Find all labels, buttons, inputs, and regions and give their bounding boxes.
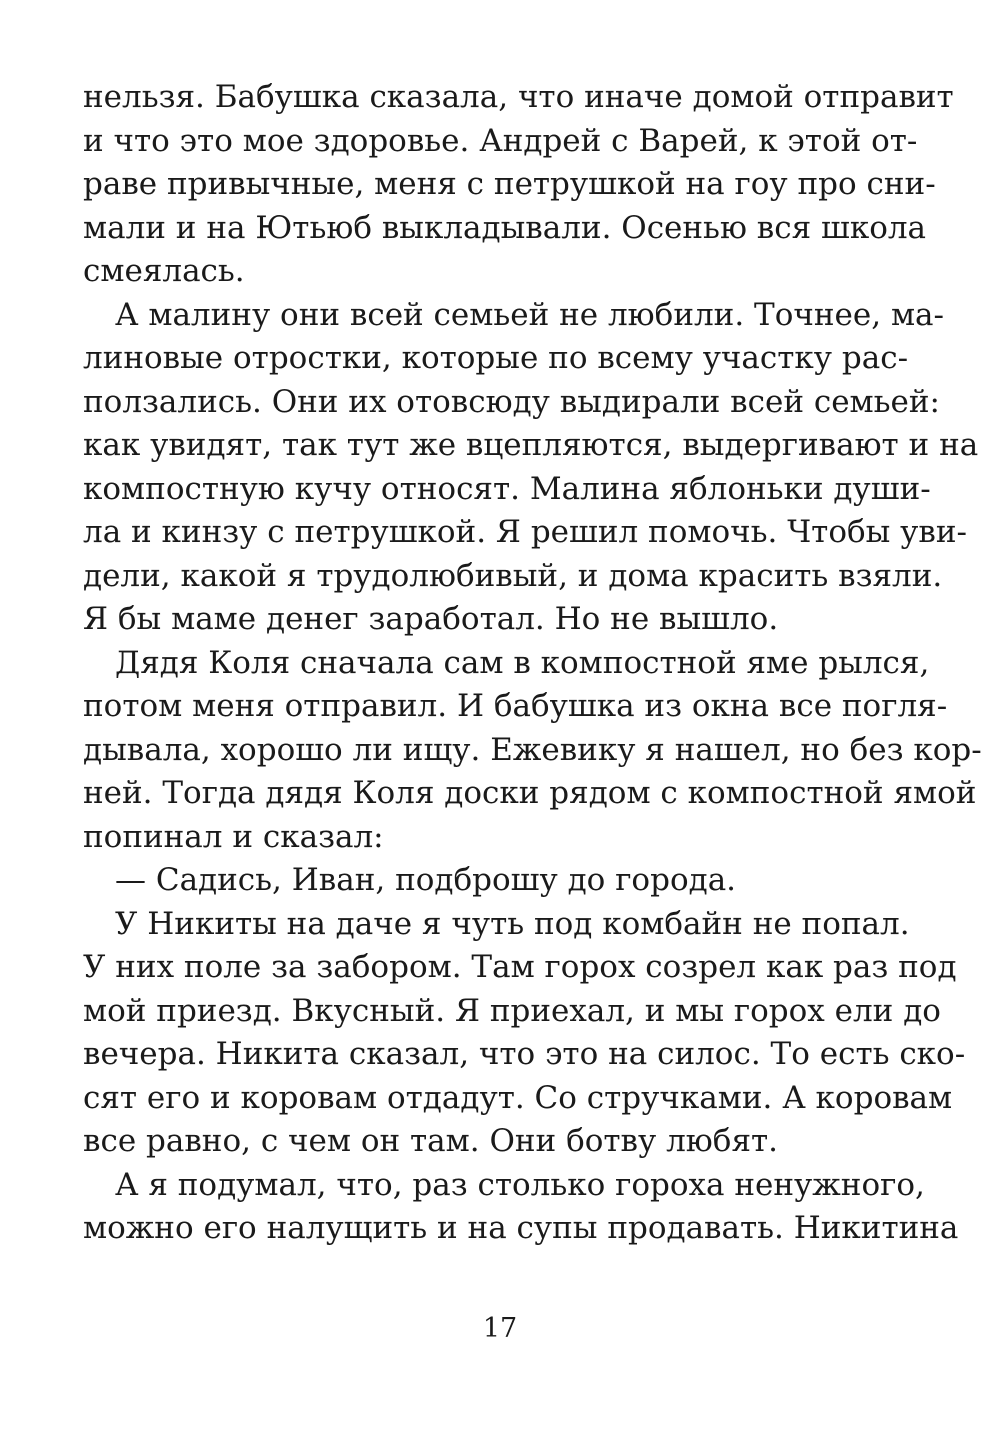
text-line: все равно, с чем он там. Они ботву любят. [83,1123,779,1159]
paragraph [83,76,954,294]
text-line: А я подумал, что, раз столько гороха ненужного, [115,1166,925,1203]
text-line: можно его налущить и на супы продавать. Никитина [83,1210,959,1246]
text-line: ла и кинзу с петрушкой. Я решил помочь. Чтобы уви- [83,514,968,550]
text-line: Дядя Коля сначала сам в компостной яме рылся, [115,644,930,681]
text-line: и что это мое здоровье. Андрей с Варей, к этой от- [83,122,918,159]
text-line: нельзя. Бабушка сказала, что иначе домой отправит [83,79,954,115]
paragraph [83,1164,959,1251]
text-line: вечера. Никита сказал, что это на силос. То есть ско- [83,1036,966,1072]
text-line: У Никиты на даче я чуть под комбайн не попал. [115,905,910,942]
text-line: раве привычные, меня с петрушкой на гоу про сни- [83,166,936,202]
page-body-text [83,76,982,1251]
paragraph [83,642,982,860]
paragraph [83,859,888,903]
paragraph [83,294,979,642]
text-line: линовые отростки, которые по всему участку рас- [83,340,909,376]
text-line: компостную кучу относят. Малина яблоньки души- [83,470,931,507]
text-line: дели, какой я трудолюбивый, и дома красить взяли. [83,557,943,594]
text-line: ползались. Они их отовсюду выдирали всей семьей: [83,383,940,420]
text-line: дывала, хорошо ли ищу. Ежевику я нашел, но без кор- [83,731,982,768]
text-line: сят его и коровам отдадут. Со стручками. А коровам [83,1079,953,1116]
paragraph [83,903,966,1164]
text-line: смеялась. [83,253,245,289]
text-line: мали и на Ютьюб выкладывали. Осенью вся школа [83,209,927,246]
text-line: — Садись, Иван, подброшу до города. [115,862,737,898]
text-line: потом меня отправил. И бабушка из окна все погля- [83,688,948,724]
text-line: попинал и сказал: [83,818,384,855]
text-line: ней. Тогда дядя Коля доски рядом с компостной ямой [83,775,977,811]
text-line: как увидят, так тут же вцепляются, выдергивают и на [83,427,979,463]
page-number: 17 [482,1313,518,1344]
text-line: У них поле за забором. Там горох созрел как раз под [83,949,957,985]
text-line: Я бы маме денег заработал. Но не вышло. [83,601,779,637]
text-line: мой приезд. Вкусный. Я приехал, и мы горох ели до [83,992,941,1029]
text-line: А малину они всей семьей не любили. Точнее, ма- [115,296,945,333]
